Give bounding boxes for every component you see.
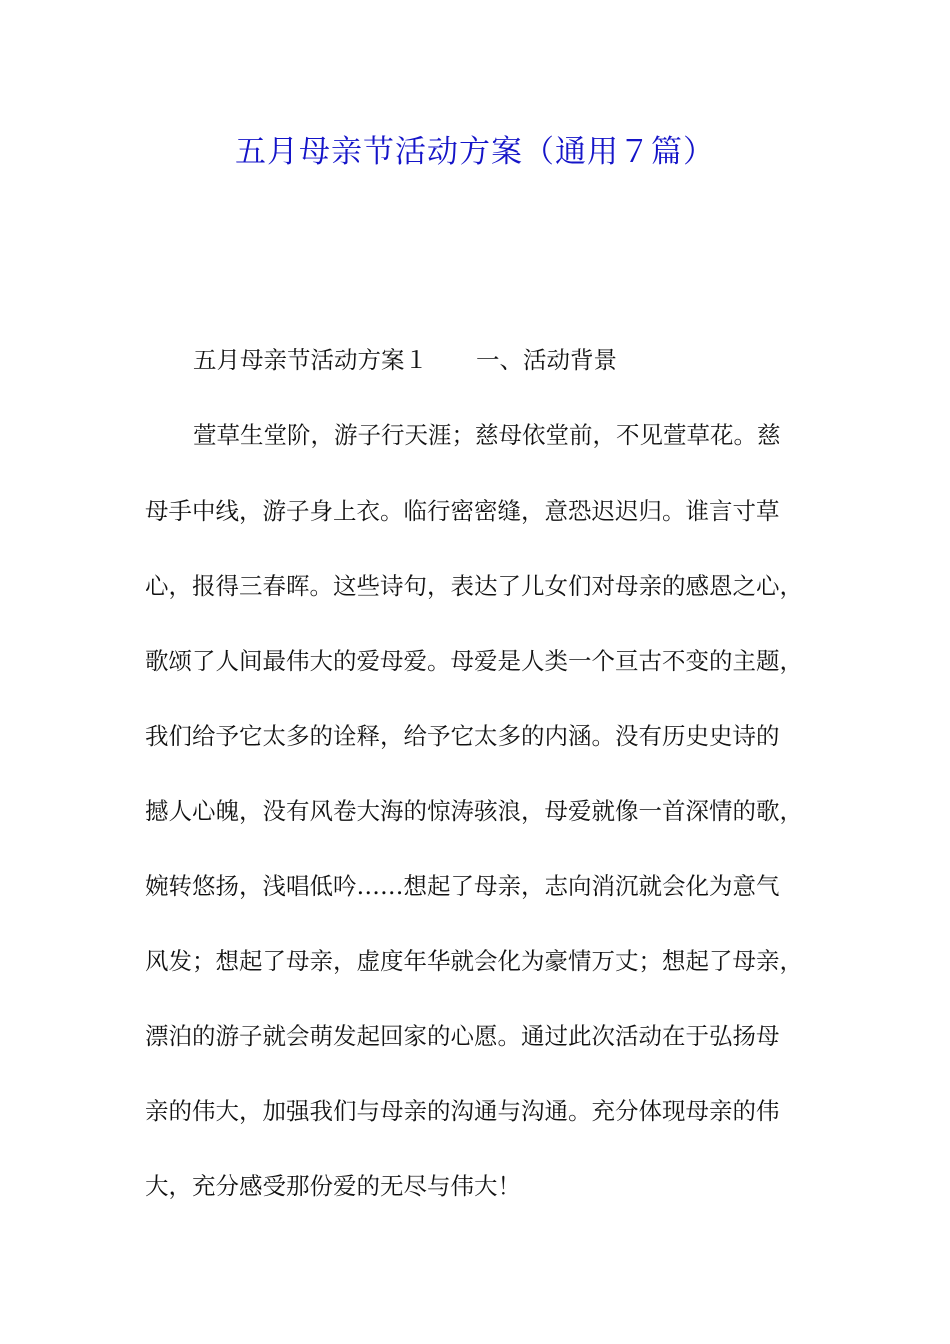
- paragraph-line: 心，报得三春晖。这些诗句，表达了儿女们对母亲的感恩之心，: [145, 572, 803, 600]
- paragraph-line: 撼人心魄，没有风卷大海的惊涛骇浪，母爱就像一首深情的歌，: [145, 797, 803, 825]
- section-heading-row: [193, 343, 617, 377]
- section-subheading: 一、活动背景: [476, 346, 617, 374]
- paragraph-line: 风发；想起了母亲，虚度年华就会化为豪情万丈；想起了母亲，: [145, 947, 803, 975]
- paragraph-line: 歌颂了人间最伟大的爱母爱。母爱是人类一个亘古不变的主题，: [145, 647, 803, 675]
- paragraph-line: 我们给予它太多的诠释，给予它太多的内涵。没有历史史诗的: [145, 722, 780, 750]
- paragraph-line: 婉转悠扬，浅唱低吟……想起了母亲，志向消沉就会化为意气: [145, 872, 780, 900]
- paragraph-line: 漂泊的游子就会萌发起回家的心愿。通过此次活动在于弘扬母: [145, 1022, 780, 1050]
- section-heading: 五月母亲节活动方案１: [193, 346, 428, 374]
- paragraph-line: 亲的伟大，加强我们与母亲的沟通与沟通。充分体现母亲的伟: [145, 1097, 780, 1125]
- paragraph-line: 大，充分感受那份爱的无尽与伟大！: [145, 1172, 521, 1200]
- paragraph-line: 萱草生堂阶，游子行天涯；慈母依堂前，不见萱草花。慈: [193, 421, 781, 449]
- document-title: 五月母亲节活动方案（通用７篇）: [235, 134, 715, 170]
- paragraph-line: 母手中线，游子身上衣。临行密密缝，意恐迟迟归。谁言寸草: [145, 497, 780, 525]
